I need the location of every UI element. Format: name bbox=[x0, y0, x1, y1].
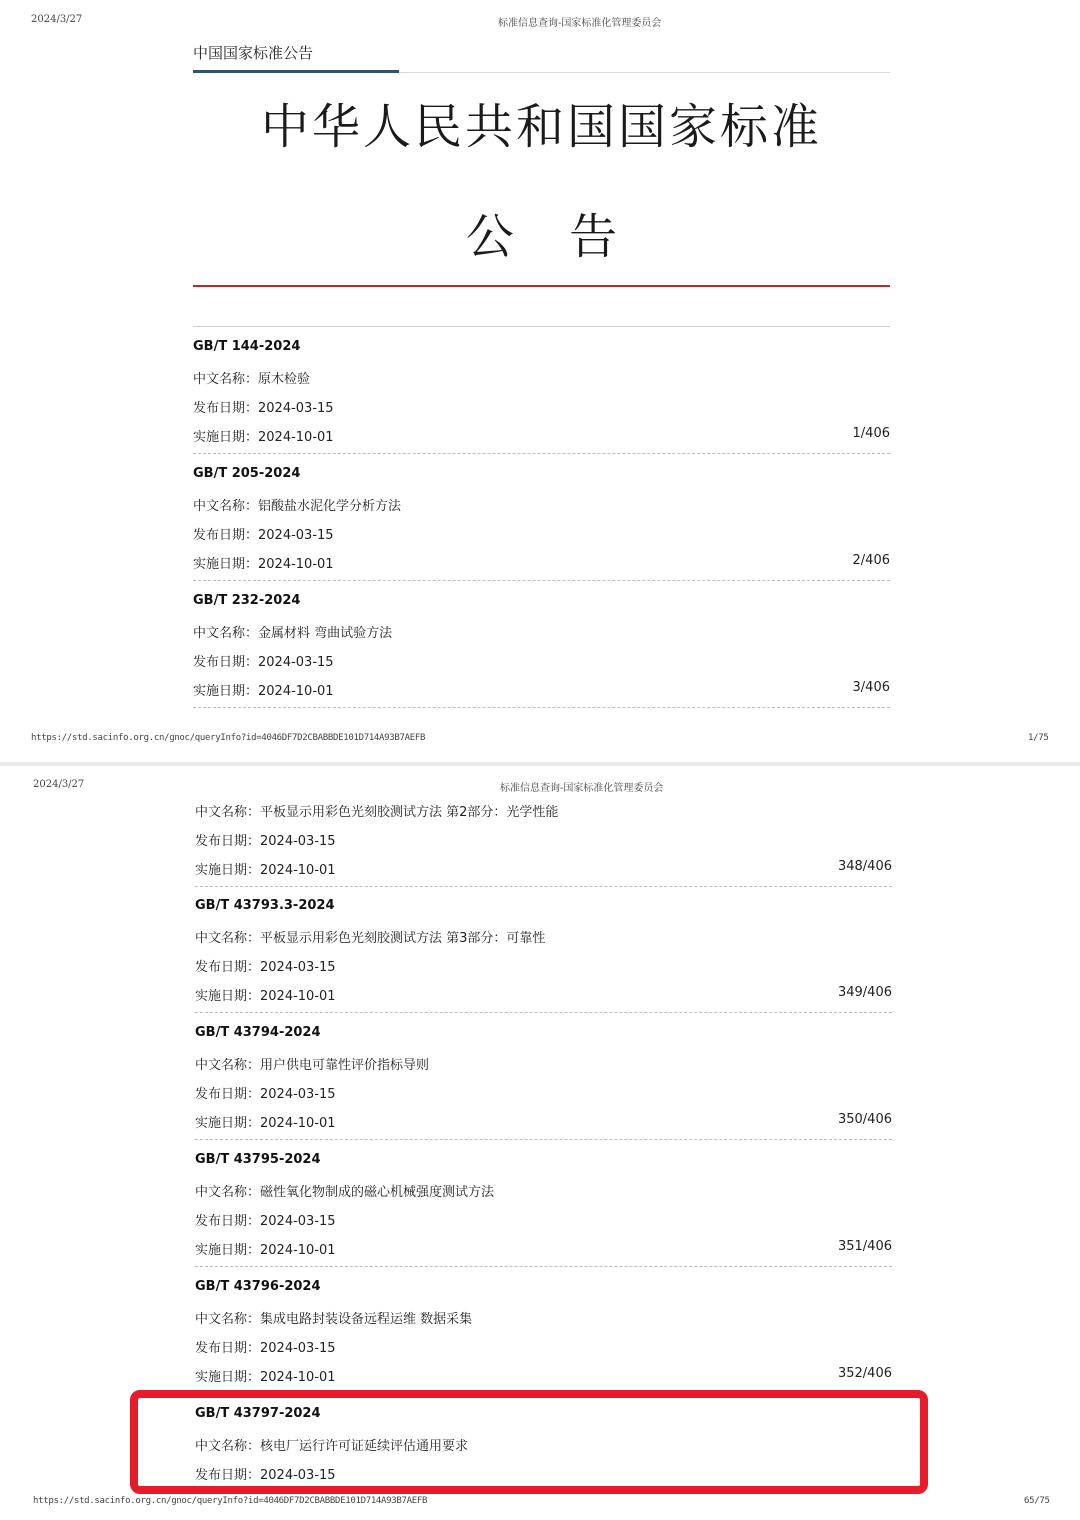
implement-date-row bbox=[195, 1239, 336, 1258]
publish-date-row bbox=[193, 651, 334, 670]
entry-page-number: 3/406 bbox=[852, 680, 890, 695]
name-label: 中文名称： bbox=[195, 1185, 261, 1200]
implement-date: 2024-10-01 bbox=[258, 430, 334, 445]
standard-entry bbox=[193, 466, 890, 584]
implement-label: 实施日期： bbox=[193, 430, 259, 445]
entry-divider bbox=[195, 1139, 892, 1140]
publish-date: 2024-03-15 bbox=[260, 1341, 336, 1356]
implement-date: 2024-10-01 bbox=[260, 989, 336, 1004]
publish-date-row bbox=[195, 956, 336, 975]
entry-divider bbox=[193, 707, 890, 708]
standard-code[interactable]: GB/T 232-2024 bbox=[193, 593, 301, 608]
name-label: 中文名称： bbox=[195, 1312, 261, 1327]
chinese-name-row bbox=[195, 1308, 472, 1327]
standard-code[interactable]: GB/T 43794-2024 bbox=[195, 1025, 321, 1040]
publish-label: 发布日期： bbox=[193, 655, 259, 670]
implement-date-row bbox=[195, 859, 336, 878]
entry-page-number: 348/406 bbox=[837, 859, 892, 874]
name-label: 中文名称： bbox=[195, 805, 261, 820]
standard-entry bbox=[195, 898, 892, 1016]
publish-date-row bbox=[193, 524, 334, 543]
name-label: 中文名称： bbox=[195, 931, 261, 946]
entry-divider bbox=[193, 580, 890, 581]
announcement-subtitle: 公 告 bbox=[465, 209, 618, 265]
publish-date: 2024-03-15 bbox=[260, 1468, 336, 1483]
entry-page-number: 352/406 bbox=[837, 1366, 892, 1381]
name-label: 中文名称： bbox=[195, 1058, 261, 1073]
implement-date-row bbox=[195, 1366, 336, 1385]
implement-label: 实施日期： bbox=[193, 557, 259, 572]
chinese-name: 磁性氧化物制成的磁心机械强度测试方法 bbox=[260, 1185, 495, 1200]
publish-date-row bbox=[195, 1083, 336, 1102]
chinese-name: 金属材料 弯曲试验方法 bbox=[258, 626, 393, 641]
standard-entry bbox=[195, 1152, 892, 1270]
site-title: 中国国家标准公告 bbox=[193, 44, 314, 62]
header-title: 标准信息查询-国家标准化管理委员会 bbox=[498, 18, 662, 29]
publish-date-row bbox=[195, 1210, 336, 1229]
entry-page-number: 349/406 bbox=[837, 985, 892, 1000]
document-page-2 bbox=[0, 766, 1080, 1520]
implement-label: 实施日期： bbox=[195, 1370, 261, 1385]
implement-date: 2024-10-01 bbox=[258, 557, 334, 572]
chinese-name: 原木检验 bbox=[258, 372, 311, 387]
footer-url[interactable]: https://std.sacinfo.org.cn/gnoc/queryInfo?id=4046DF7D2CBABBDE101D714A93B7AEFB bbox=[33, 1496, 428, 1506]
implement-date: 2024-10-01 bbox=[260, 1370, 336, 1385]
implement-date: 2024-10-01 bbox=[260, 1243, 336, 1258]
name-label: 中文名称： bbox=[193, 499, 259, 514]
publish-date: 2024-03-15 bbox=[258, 528, 334, 543]
entry-divider bbox=[195, 1012, 892, 1013]
header-date: 2024/3/27 bbox=[31, 14, 83, 25]
implement-date: 2024-10-01 bbox=[258, 684, 334, 699]
standard-code[interactable]: GB/T 43793.3-2024 bbox=[195, 898, 335, 913]
entry-page-number: 1/406 bbox=[852, 426, 890, 441]
publish-label: 发布日期： bbox=[195, 960, 261, 975]
standard-code[interactable]: GB/T 43796-2024 bbox=[195, 1279, 321, 1294]
entry-page-number: 351/406 bbox=[837, 1239, 892, 1254]
chinese-name-row bbox=[195, 1054, 429, 1073]
publish-label: 发布日期： bbox=[195, 1468, 261, 1483]
entry-divider bbox=[195, 886, 892, 887]
footer-url[interactable]: https://std.sacinfo.org.cn/gnoc/queryInfo?id=4046DF7D2CBABBDE101D714A93B7AEFB bbox=[31, 733, 426, 743]
implement-label: 实施日期： bbox=[195, 989, 261, 1004]
publish-label: 发布日期： bbox=[193, 401, 259, 416]
standard-code[interactable]: GB/T 43795-2024 bbox=[195, 1152, 321, 1167]
implement-date-row bbox=[195, 985, 336, 1004]
chinese-name-row bbox=[193, 495, 401, 514]
footer-page-number: 65/75 bbox=[1024, 1496, 1050, 1506]
chinese-name: 集成电路封装设备远程运维 数据采集 bbox=[260, 1312, 473, 1327]
name-label: 中文名称： bbox=[195, 1439, 261, 1454]
name-label: 中文名称： bbox=[193, 372, 259, 387]
chinese-name-row bbox=[193, 368, 310, 387]
chinese-name-row bbox=[195, 801, 558, 820]
publish-date-row bbox=[195, 1337, 336, 1356]
chinese-name: 核电厂运行许可证延续评估通用要求 bbox=[260, 1439, 469, 1454]
standard-code[interactable]: GB/T 43797-2024 bbox=[195, 1406, 321, 1421]
publish-date: 2024-03-15 bbox=[258, 655, 334, 670]
red-divider bbox=[193, 285, 890, 287]
standard-entry bbox=[193, 339, 890, 457]
standard-code[interactable]: GB/T 205-2024 bbox=[193, 466, 301, 481]
standard-code[interactable]: GB/T 144-2024 bbox=[193, 339, 301, 354]
grey-divider bbox=[193, 326, 890, 327]
chinese-name-row bbox=[195, 1181, 494, 1200]
implement-label: 实施日期： bbox=[195, 863, 261, 878]
standard-entry bbox=[193, 593, 890, 711]
publish-date: 2024-03-15 bbox=[260, 834, 336, 849]
publish-date: 2024-03-15 bbox=[260, 1087, 336, 1102]
announcement-title: 中华人民共和国国家标准 bbox=[260, 99, 822, 155]
publish-date-row bbox=[193, 397, 334, 416]
publish-label: 发布日期： bbox=[195, 1087, 261, 1102]
header-title: 标准信息查询-国家标准化管理委员会 bbox=[500, 783, 664, 794]
header-date: 2024/3/27 bbox=[33, 779, 85, 790]
site-accent-bar bbox=[193, 70, 399, 73]
chinese-name: 平板显示用彩色光刻胶测试方法 第3部分：可靠性 bbox=[260, 931, 546, 946]
chinese-name: 平板显示用彩色光刻胶测试方法 第2部分：光学性能 bbox=[260, 805, 559, 820]
publish-label: 发布日期： bbox=[195, 834, 261, 849]
footer-page-number: 1/75 bbox=[1028, 733, 1049, 743]
publish-label: 发布日期： bbox=[195, 1341, 261, 1356]
entry-divider bbox=[195, 1266, 892, 1267]
entry-page-number: 350/406 bbox=[837, 1112, 892, 1127]
standard-entry-partial bbox=[195, 801, 892, 891]
chinese-name-row bbox=[193, 622, 392, 641]
chinese-name-row bbox=[195, 927, 545, 946]
red-highlight-box bbox=[130, 1390, 928, 1494]
implement-label: 实施日期： bbox=[195, 1116, 261, 1131]
standard-entry bbox=[195, 1279, 892, 1397]
name-label: 中文名称： bbox=[193, 626, 259, 641]
implement-date: 2024-10-01 bbox=[260, 863, 336, 878]
publish-date: 2024-03-15 bbox=[260, 1214, 336, 1229]
publish-label: 发布日期： bbox=[193, 528, 259, 543]
implement-date-row bbox=[193, 553, 334, 572]
implement-date-row bbox=[193, 426, 334, 445]
entry-divider bbox=[193, 453, 890, 454]
publish-date: 2024-03-15 bbox=[258, 401, 334, 416]
implement-date: 2024-10-01 bbox=[260, 1116, 336, 1131]
implement-date-row bbox=[195, 1112, 336, 1131]
standard-entry bbox=[195, 1025, 892, 1143]
chinese-name: 铝酸盐水泥化学分析方法 bbox=[258, 499, 402, 514]
publish-date: 2024-03-15 bbox=[260, 960, 336, 975]
entry-page-number: 2/406 bbox=[852, 553, 890, 568]
implement-date-row bbox=[193, 680, 334, 699]
chinese-name: 用户供电可靠性评价指标导则 bbox=[260, 1058, 430, 1073]
implement-label: 实施日期： bbox=[193, 684, 259, 699]
publish-label: 发布日期： bbox=[195, 1214, 261, 1229]
implement-label: 实施日期： bbox=[195, 1243, 261, 1258]
publish-date-row bbox=[195, 830, 336, 849]
